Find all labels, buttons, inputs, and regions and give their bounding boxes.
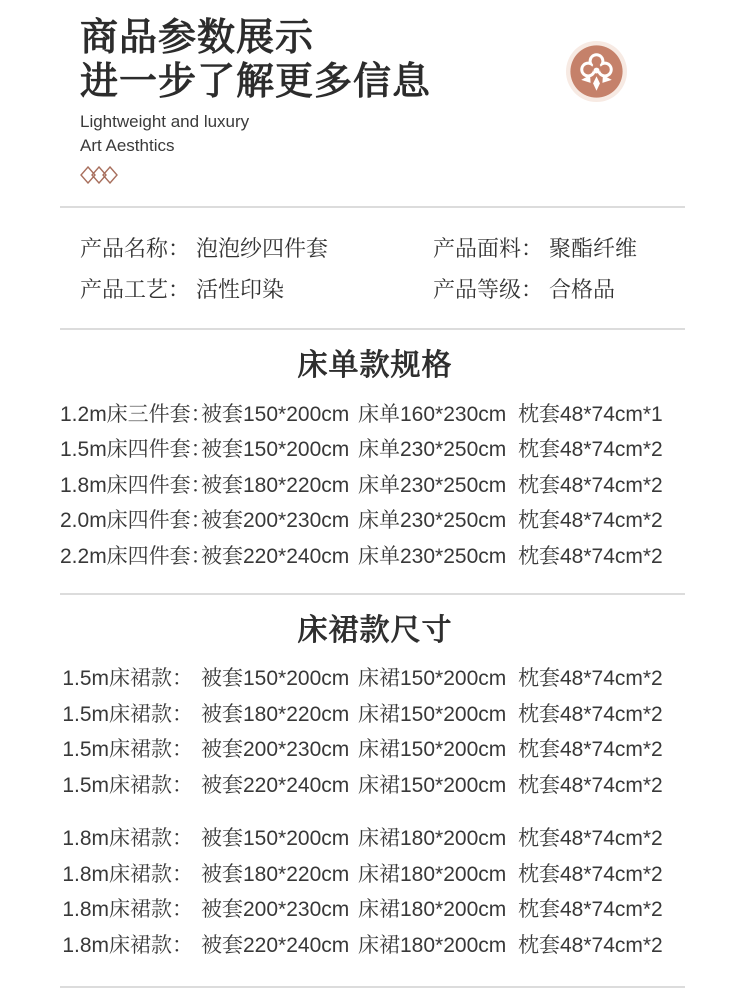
spec-pillow: 枕套48*74cm*1 [518, 402, 663, 426]
spec-sheet: 床裙150*200cm [358, 702, 507, 726]
page-subtitle-line2: Art Aesthtics [80, 136, 175, 155]
spec-model: 1.8m床裙款： [62, 898, 193, 922]
spec-pillow: 枕套48*74cm*2 [518, 544, 663, 568]
spec-sheet: 床裙150*200cm [358, 738, 507, 762]
spec-sheet: 床裙180*200cm [358, 933, 507, 957]
spec-sheet: 床裙180*200cm [358, 862, 507, 886]
spec-sheet: 床单230*250cm [358, 509, 507, 533]
spec-group [0, 660, 750, 802]
spec-row [0, 891, 750, 927]
product-info-grid [0, 208, 750, 328]
spec-row [0, 926, 750, 962]
spec-pillow: 枕套48*74cm*2 [518, 509, 663, 533]
spec-sheet: 床裙150*200cm [358, 773, 507, 797]
spec-cover: 被套150*200cm [201, 827, 350, 851]
spec-cover: 被套150*200cm [201, 667, 350, 691]
spec-cover: 被套180*220cm [201, 702, 350, 726]
divider [60, 328, 685, 330]
spec-row [0, 695, 750, 731]
spec-group [0, 395, 750, 573]
spec-cover: 被套220*240cm [201, 933, 350, 957]
info-label: 产品面料： [433, 236, 544, 261]
spec-sheet: 床单160*230cm [358, 402, 507, 426]
spec-model: 1.8m床四件套： [60, 473, 212, 497]
spec-model: 2.0m床四件套： [60, 509, 212, 533]
divider [60, 986, 685, 988]
spec-cover: 被套200*230cm [201, 898, 350, 922]
spec-group [0, 820, 750, 962]
spec-pillow: 枕套48*74cm*2 [518, 438, 663, 462]
info-label: 产品工艺： [80, 277, 191, 302]
info-value: 聚酯纤维 [549, 236, 638, 261]
spec-cover: 被套150*200cm [201, 402, 350, 426]
spec-cover: 被套150*200cm [201, 438, 350, 462]
product-info-item [80, 228, 433, 269]
spec-model: 1.5m床裙款： [62, 702, 193, 726]
spec-sheet: 床单230*250cm [358, 544, 507, 568]
spec-model: 2.2m床四件套： [60, 544, 212, 568]
spec-row [0, 466, 750, 502]
spec-pillow: 枕套48*74cm*2 [518, 473, 663, 497]
spec-cover: 被套200*230cm [201, 738, 350, 762]
triple-diamond-icon [80, 166, 690, 184]
spec-row [0, 855, 750, 891]
header [0, 0, 750, 184]
spec-pillow: 枕套48*74cm*2 [518, 933, 663, 957]
divider [60, 593, 685, 595]
spec-row [0, 502, 750, 538]
spec-pillow: 枕套48*74cm*2 [518, 773, 663, 797]
page-subtitle [80, 110, 690, 158]
spec-cover: 被套220*240cm [201, 773, 350, 797]
spec-row [0, 660, 750, 696]
spec-pillow: 枕套48*74cm*2 [518, 862, 663, 886]
spec-row [0, 820, 750, 856]
spec-row [0, 395, 750, 431]
product-info-item [433, 228, 750, 269]
info-value: 泡泡纱四件套 [196, 236, 329, 261]
spec-model: 1.5m床四件套： [60, 438, 212, 462]
spec-section [0, 613, 750, 962]
flower-emblem-icon [565, 40, 628, 103]
info-value: 活性印染 [196, 277, 285, 302]
spec-row [0, 431, 750, 467]
page-title-line1: 商品参数展示 [80, 17, 315, 59]
spec-groups [0, 395, 750, 573]
spec-model: 1.2m床三件套： [60, 402, 212, 426]
spec-row [0, 731, 750, 767]
spec-model: 1.5m床裙款： [62, 773, 193, 797]
spec-model: 1.5m床裙款： [62, 738, 193, 762]
product-info-item [80, 269, 433, 310]
page-title-line2: 进一步了解更多信息 [80, 61, 432, 103]
spec-sheet: 床单230*250cm [358, 438, 507, 462]
spec-cover: 被套180*220cm [201, 473, 350, 497]
spec-cover: 被套220*240cm [201, 544, 350, 568]
info-label: 产品名称： [80, 236, 191, 261]
spec-section [0, 348, 750, 573]
spec-sheet: 床单230*250cm [358, 473, 507, 497]
product-info-item [433, 269, 750, 310]
spec-model: 1.8m床裙款： [62, 827, 193, 851]
page-subtitle-line1: Lightweight and luxury [80, 112, 250, 131]
spec-pillow: 枕套48*74cm*2 [518, 702, 663, 726]
spec-row [0, 766, 750, 802]
spec-model: 1.8m床裙款： [62, 933, 193, 957]
spec-pillow: 枕套48*74cm*2 [518, 738, 663, 762]
spec-cover: 被套180*220cm [201, 862, 350, 886]
spec-sheet: 床裙180*200cm [358, 898, 507, 922]
section-title: 床裙款尺寸 [297, 613, 453, 647]
info-value: 合格品 [549, 277, 616, 302]
spec-pillow: 枕套48*74cm*2 [518, 667, 663, 691]
spec-pillow: 枕套48*74cm*2 [518, 827, 663, 851]
spec-model: 1.5m床裙款： [62, 667, 193, 691]
section-title: 床单款规格 [297, 349, 453, 382]
spec-sheet: 床裙150*200cm [358, 667, 507, 691]
info-label: 产品等级： [433, 277, 544, 302]
spec-groups [0, 660, 750, 962]
spec-row [0, 537, 750, 573]
spec-model: 1.8m床裙款： [62, 862, 193, 886]
spec-sheet: 床裙180*200cm [358, 827, 507, 851]
spec-cover: 被套200*230cm [201, 509, 350, 533]
spec-pillow: 枕套48*74cm*2 [518, 898, 663, 922]
